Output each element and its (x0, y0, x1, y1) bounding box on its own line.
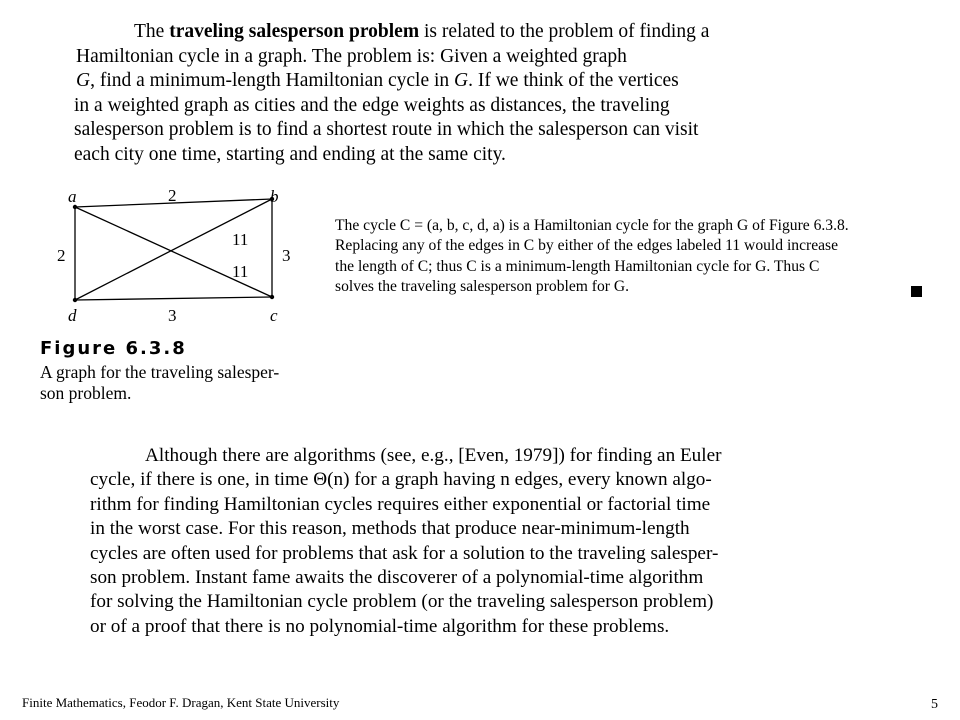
figure-description (40, 362, 340, 404)
weight-da: 2 (57, 246, 66, 265)
weight-ab: 2 (168, 186, 177, 205)
discussion-line: son problem. Instant fame awaits the discoverer of a polynomial-time algorithm (90, 567, 704, 589)
weight-bc: 3 (282, 246, 291, 265)
example-line: The cycle C = (a, b, c, d, a) is a Hamiltonian cycle for the graph G of Figure 6.3.8. (335, 217, 849, 234)
example-line: the length of C; thus C is a minimum-length Hamiltonian cycle for G. Thus C (335, 257, 820, 275)
discussion-line: cycles are often used for problems that ask for a solution to the traveling salesper- (90, 542, 719, 564)
figure-title: Figure 6.3.8 (40, 338, 187, 359)
tsp-graph (40, 185, 310, 330)
figure-description-line: A graph for the traveling salesper- (40, 362, 280, 382)
discussion-line: Although there are algorithms (see, e.g., [Even, 1979]) for finding an Euler (145, 445, 722, 466)
vertex-c (270, 295, 274, 299)
discussion-line: or of a proof that there is no polynomial-time algorithm for these problems. (90, 615, 670, 637)
intro-line (74, 20, 844, 45)
vertex-label-b: b (270, 187, 279, 206)
vertex-label-d: d (68, 306, 77, 325)
intro-line: each city one time, starting and ending at the same city. (74, 143, 506, 165)
intro-line: Hamiltonian cycle in a graph. The problem is: Given a weighted graph (76, 45, 627, 67)
page-number: 5 (931, 697, 938, 712)
weight-diag-1: 11 (232, 230, 249, 249)
discussion-line: in the worst case. For this reason, methods that produce near-minimum-length (90, 518, 690, 540)
discussion-line: cycle, if there is one, in time Θ(n) for a graph having n edges, every known algo- (90, 469, 712, 491)
intro-text: . If we think of the vertices (468, 70, 679, 92)
weight-cd: 3 (168, 306, 177, 325)
footer-credit: Finite Mathematics, Feodor F. Dragan, Kent State University (22, 695, 340, 710)
weight-diag-2: 11 (232, 262, 249, 281)
edge-bd (75, 199, 272, 300)
intro-text: , find a minimum-length Hamiltonian cycle in (90, 70, 455, 92)
edge-cd (75, 297, 272, 300)
vertex-label-c: c (270, 306, 278, 325)
figure-caption (40, 338, 340, 404)
intro-text: is related to the problem of finding a (419, 21, 710, 42)
vertex-d (73, 298, 77, 302)
intro-line (76, 69, 844, 94)
discussion-paragraph (90, 444, 830, 639)
intro-paragraph (74, 20, 844, 168)
figure-description-line: son problem. (40, 383, 132, 403)
qed-square-icon (911, 286, 922, 297)
example-line: Replacing any of the edges in C by either of the edges labeled 11 would increase (335, 237, 839, 255)
discussion-line: for solving the Hamiltonian cycle problem (or the traveling salesperson problem) (90, 591, 714, 613)
edge-ac (75, 207, 272, 297)
vertex-label-a: a (68, 187, 77, 206)
example-line: solves the traveling salesperson problem for G. (335, 278, 630, 296)
intro-line: salesperson problem is to find a shortest route in which the salesperson can visit (74, 119, 699, 141)
discussion-line: rithm for finding Hamiltonian cycles requires either exponential or factorial time (90, 493, 711, 515)
math-var: G (76, 70, 91, 92)
math-var: G (454, 70, 469, 92)
tsp-term: traveling salesperson problem (169, 21, 420, 42)
intro-line: in a weighted graph as cities and the edge weights as distances, the traveling (74, 94, 670, 116)
intro-text: The (134, 21, 170, 42)
example-paragraph (335, 216, 930, 298)
